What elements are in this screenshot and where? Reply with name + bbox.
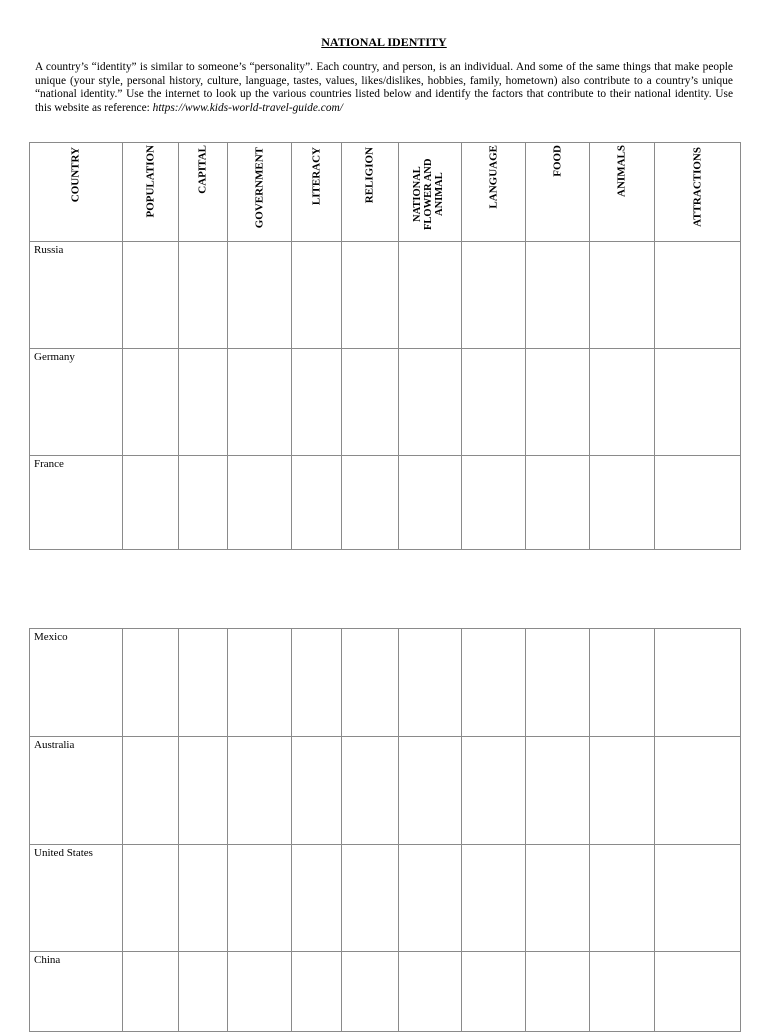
input-cell[interactable]	[342, 952, 399, 1032]
input-cell[interactable]	[399, 737, 462, 845]
input-cell[interactable]	[228, 845, 292, 952]
reference-link[interactable]: https://www.kids-world-travel-guide.com/	[152, 102, 343, 115]
input-cell[interactable]	[526, 242, 590, 349]
table-row	[30, 349, 741, 456]
input-cell[interactable]	[228, 952, 292, 1032]
input-cell[interactable]	[228, 629, 292, 737]
header-national-flower-animal	[399, 143, 462, 242]
input-cell[interactable]	[590, 629, 655, 737]
input-cell[interactable]	[179, 349, 228, 456]
input-cell[interactable]	[342, 629, 399, 737]
input-cell[interactable]	[590, 737, 655, 845]
input-cell[interactable]	[292, 845, 342, 952]
input-cell[interactable]	[123, 349, 179, 456]
input-cell[interactable]	[526, 629, 590, 737]
country-cell	[30, 349, 123, 456]
table-row	[30, 952, 741, 1032]
input-cell[interactable]	[526, 349, 590, 456]
input-cell[interactable]	[228, 242, 292, 349]
input-cell[interactable]	[123, 629, 179, 737]
document-title: NATIONAL IDENTITY	[321, 35, 447, 49]
input-cell[interactable]	[590, 845, 655, 952]
country-cell	[30, 242, 123, 349]
input-cell[interactable]	[342, 456, 399, 550]
header-label: LITERACY	[310, 147, 322, 206]
input-cell[interactable]	[526, 456, 590, 550]
input-cell[interactable]	[399, 629, 462, 737]
input-cell[interactable]	[179, 845, 228, 952]
input-cell[interactable]	[179, 952, 228, 1032]
header-label: NATIONAL FLOWER AND ANIMAL	[412, 158, 445, 230]
country-table-1	[29, 142, 741, 550]
header-label: COUNTRY	[69, 147, 82, 203]
header-row	[30, 143, 741, 242]
country-name: United States	[34, 847, 93, 859]
input-cell[interactable]	[526, 952, 590, 1032]
input-cell[interactable]	[123, 845, 179, 952]
input-cell[interactable]	[292, 629, 342, 737]
input-cell[interactable]	[526, 845, 590, 952]
header-language	[462, 143, 526, 242]
country-cell	[30, 456, 123, 550]
input-cell[interactable]	[655, 952, 741, 1032]
header-label: POPULATION	[144, 145, 156, 218]
input-cell[interactable]	[590, 349, 655, 456]
input-cell[interactable]	[292, 737, 342, 845]
input-cell[interactable]	[292, 952, 342, 1032]
header-label: ATTRACTIONS	[691, 147, 703, 227]
table-row	[30, 629, 741, 737]
header-food	[526, 143, 590, 242]
header-literacy	[292, 143, 342, 242]
input-cell[interactable]	[655, 242, 741, 349]
header-country	[30, 143, 123, 242]
input-cell[interactable]	[399, 456, 462, 550]
country-name: China	[34, 954, 61, 966]
input-cell[interactable]	[590, 952, 655, 1032]
input-cell[interactable]	[342, 737, 399, 845]
country-name: Australia	[34, 739, 75, 751]
country-cell	[30, 629, 123, 737]
input-cell[interactable]	[655, 456, 741, 550]
table-row	[30, 456, 741, 550]
input-cell[interactable]	[179, 242, 228, 349]
input-cell[interactable]	[292, 456, 342, 550]
country-cell	[30, 737, 123, 845]
country-cell	[30, 845, 123, 952]
input-cell[interactable]	[590, 242, 655, 349]
country-name: France	[34, 458, 64, 470]
input-cell[interactable]	[179, 737, 228, 845]
header-label: LANGUAGE	[487, 145, 499, 209]
country-name: Russia	[34, 244, 64, 256]
input-cell[interactable]	[655, 737, 741, 845]
intro-text: A country’s “identity” is similar to someone’s “personality”. Each country, and person, is an individual. And some of the same things that make people unique (your style, personal history, culture, language, tastes, values, likes/dislikes, hobbies, family, hometown) also contribute to a country’s unique “national identity.” Use the internet to look up the various countries listed below and identify the factors that contribute to their national identity. Use this website as reference:	[35, 61, 733, 115]
input-cell[interactable]	[655, 845, 741, 952]
table-row	[30, 242, 741, 349]
input-cell[interactable]	[462, 242, 526, 349]
input-cell[interactable]	[123, 952, 179, 1032]
input-cell[interactable]	[123, 242, 179, 349]
input-cell[interactable]	[590, 456, 655, 550]
country-name: Mexico	[34, 631, 68, 643]
input-cell[interactable]	[342, 845, 399, 952]
input-cell[interactable]	[123, 737, 179, 845]
country-cell	[30, 952, 123, 1032]
input-cell[interactable]	[399, 845, 462, 952]
header-animals	[590, 143, 655, 242]
input-cell[interactable]	[179, 456, 228, 550]
input-cell[interactable]	[342, 349, 399, 456]
input-cell[interactable]	[228, 737, 292, 845]
input-cell[interactable]	[462, 845, 526, 952]
country-name: Germany	[34, 351, 75, 363]
header-label: GOVERNMENT	[253, 147, 265, 229]
input-cell[interactable]	[399, 952, 462, 1032]
input-cell[interactable]	[179, 629, 228, 737]
header-government	[228, 143, 292, 242]
input-cell[interactable]	[462, 952, 526, 1032]
header-label: FOOD	[551, 145, 563, 177]
input-cell[interactable]	[399, 242, 462, 349]
input-cell[interactable]	[462, 456, 526, 550]
input-cell[interactable]	[655, 629, 741, 737]
input-cell[interactable]	[292, 349, 342, 456]
input-cell[interactable]	[123, 456, 179, 550]
input-cell[interactable]	[399, 349, 462, 456]
table-row	[30, 737, 741, 845]
header-population	[123, 143, 179, 242]
input-cell[interactable]	[342, 242, 399, 349]
input-cell[interactable]	[462, 349, 526, 456]
intro-paragraph	[35, 61, 733, 116]
header-attractions	[655, 143, 741, 242]
input-cell[interactable]	[462, 737, 526, 845]
header-label: ANIMALS	[615, 145, 628, 197]
header-label: CAPITAL	[196, 145, 209, 194]
input-cell[interactable]	[292, 242, 342, 349]
table-row	[30, 845, 741, 952]
input-cell[interactable]	[228, 349, 292, 456]
input-cell[interactable]	[655, 349, 741, 456]
input-cell[interactable]	[526, 737, 590, 845]
header-capital	[179, 143, 228, 242]
header-label: RELIGION	[363, 147, 376, 204]
input-cell[interactable]	[228, 456, 292, 550]
header-religion	[342, 143, 399, 242]
country-table-2	[29, 628, 741, 1032]
input-cell[interactable]	[462, 629, 526, 737]
